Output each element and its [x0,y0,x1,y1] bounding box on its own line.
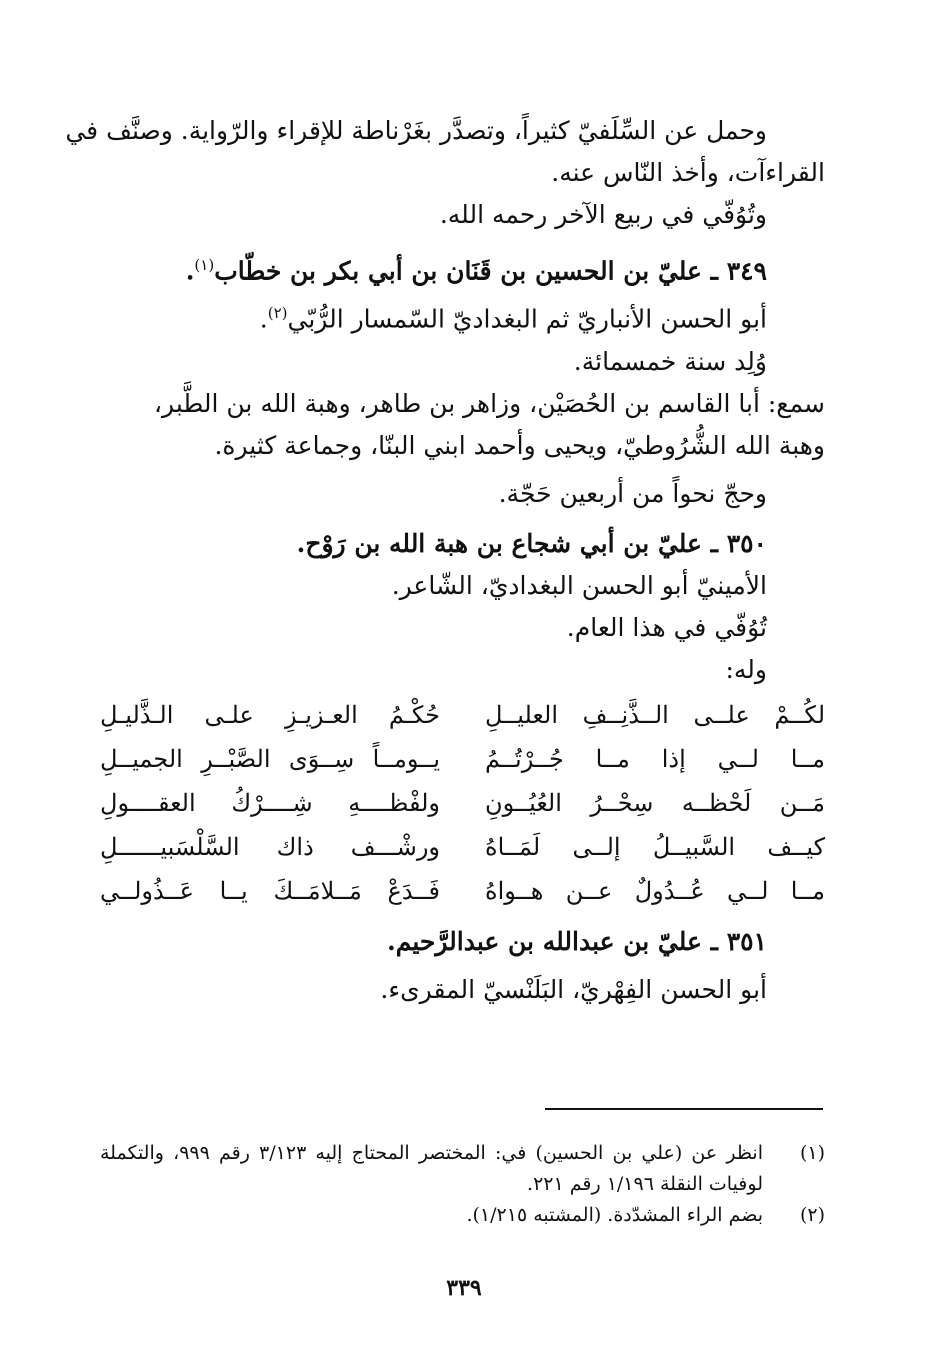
footnote-1 [100,1138,825,1200]
footnote-ref-1: (١) [194,256,215,274]
verse-5-first-hemistich: مــا لــي عُــدُولٌ عــن هــواهُ [485,876,825,905]
footnote-2-number: (٢) [799,1204,825,1226]
verse-2-first-hemistich: مــا لــي إذا مــا جُــرْتُــمُ [485,744,825,773]
entry-350-line-3: وله: [725,654,767,684]
verse-1-second-hemistich: حُكْـمُ العـزيـزِ علـى الـذَّليـلِ [100,700,440,729]
footnote-separator [545,1108,823,1110]
entry-349-line-1 [100,292,825,340]
verse-3-first-hemistich: مَــن لَحْظــه سِحْــرُ العُيُــونِ [485,788,825,817]
footnote-2 [100,1200,825,1231]
entry-349-line-1-end: . [259,304,268,334]
entry-350-heading: ٣٥٠ ـ عليّ بن أبي شجاع بن هبة الله بن رَوْح. [296,528,767,558]
verse-3 [100,781,825,825]
verse-4-first-hemistich: كيــف السَّبيــلُ إلــى لَمَــاهُ [485,832,825,861]
footnotes [100,1138,825,1231]
verse-1-first-hemistich: لكُــمْ علــى الــذَّنِــفِ العليــلِ [485,700,825,729]
poem [100,693,825,913]
intro-line-2: القراءآت، وأخذ النّاس عنه. [551,158,825,187]
footnote-1-number: (١) [799,1142,825,1164]
intro-line-3: وتُوُفّي في ربيع الآخر رحمه الله. [439,200,767,229]
verse-5 [100,869,825,913]
footnote-1-text: انظر عن (علي بن الحسين) في: المختصر المحتاج إليه ٣/١٢٣ رقم ٩٩٩، والتكملة لوفيات النقلة ١/١٩٦ رقم ٢٢١. [100,1142,763,1195]
entry-349-line-1-text: أبو الحسن الأنباريّ ثم البغداديّ السّمسار الرُّبّي [287,304,767,334]
entry-349-heading-text: ٣٤٩ ـ عليّ بن الحسين بن قَنَان بن أبي بكر بن خطّاب [214,256,767,286]
verse-5-second-hemistich: فَــدَعْ مَــلامَــكَ يــا عَــذُولــي [100,876,440,905]
entry-349-heading [100,244,825,292]
footnote-2-text: بضم الراء المشدّدة. (المشتبه ١/٢١٥). [466,1204,763,1226]
intro-line-1: وحمل عن السِّلَفيّ كثيراً، وتصدَّر بغَرْناطة للإقراء والرّواية. وصنَّف في [65,116,767,145]
verse-2-second-hemistich: يــومــاً سِــوَى الصَّبْــرِ الجميــلِ [100,744,440,773]
footnote-ref-2: (٢) [267,304,288,323]
verse-4-second-hemistich: ورشْـــف ذاك السَّلْسَبيــــــلِ [100,832,440,861]
verse-1 [100,693,825,737]
entry-350-line-2: تُوُفّي في هذا العام. [566,612,767,642]
entry-349-line-3: سمع: أبا القاسم بن الحُصَيْن، وزاهر بن طاهر، وهبة الله بن الطَّبر، [153,388,825,418]
verse-4 [100,825,825,869]
verse-3-second-hemistich: ولفْظــــهِ شِــــرْكُ العقــــولِ [100,788,440,817]
entry-349-line-5: وحجّ نحواً من أربعين حَجّة. [498,478,767,508]
page-body [65,110,825,1011]
page-number: ٣٣٩ [446,1275,482,1301]
entry-351-line-1: أبو الحسن الفِهْريّ، البَلَنْسيّ المقرىء. [380,974,767,1004]
entry-350-line-1: الأمينيّ أبو الحسن البغداديّ، الشّاعر. [391,570,767,600]
entry-351-heading: ٣٥١ ـ عليّ بن عبدالله بن عبدالرَّحيم. [387,926,767,956]
entry-349-heading-end: . [185,256,195,286]
entry-349-line-2: وُلِد سنة خمسمائة. [573,346,767,376]
entry-349-line-4: وهبة الله الشُّرُوطيّ، ويحيى وأحمد ابني البنّا، وجماعة كثيرة. [214,430,825,460]
verse-2 [100,737,825,781]
